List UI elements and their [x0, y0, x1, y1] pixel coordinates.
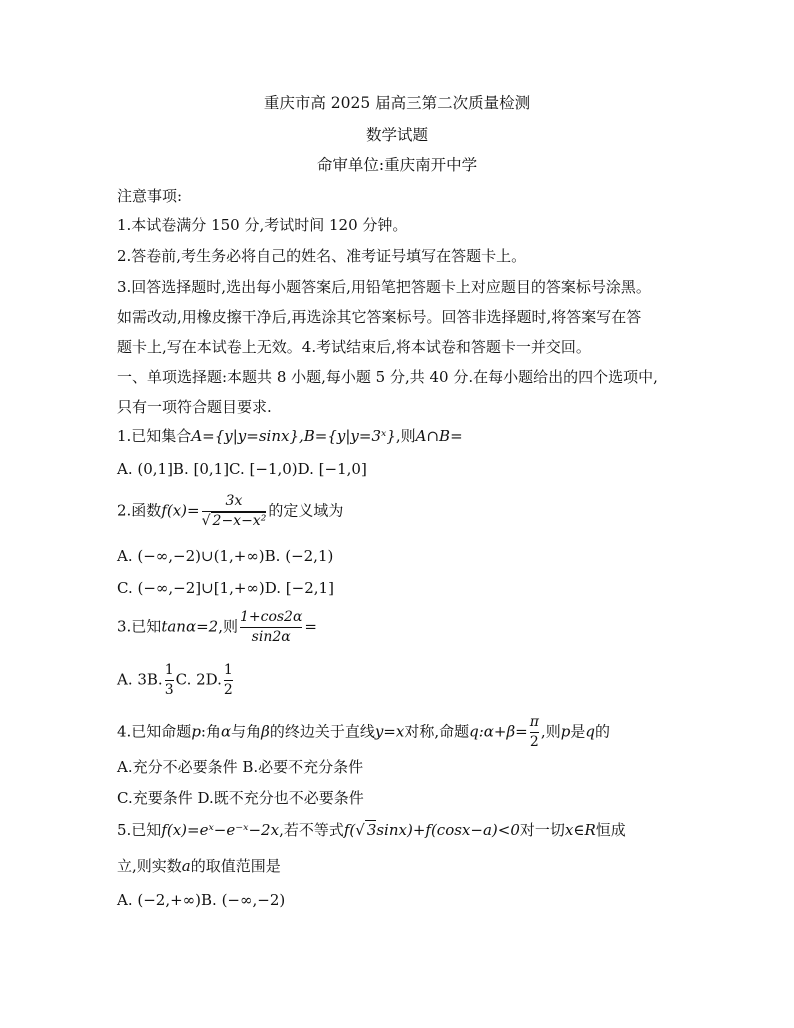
question-2-stem: 2.函数f(x)= $\frac{3x}{\text{√ 2−x−x²}}$ 的定义域为 [117, 493, 344, 529]
notice-heading: 注意事项: [117, 187, 183, 205]
question-5-stem-cont: 立,则实数a的取值范围是 [117, 857, 281, 875]
question-4-stem: 4.已知命题p:角α与角β的终边关于直线y=x对称,命题q:α+β= $\frac{\pi}{2}$ ,则p是q的 [117, 714, 610, 750]
exam-subject: 数学试题 [365, 126, 428, 144]
question-1-stem: 1.已知集合A={y|y=sinx},B={y|y=3ˣ},则A∩B= [117, 427, 463, 445]
question-2-options-2: C. (−∞,−2]∪[1,+∞)D. [−2,1] [117, 579, 334, 597]
question-3-options: A. 3B. $\frac{1}{3}$ C. 2D. $\frac{1}{2}$ [117, 662, 233, 698]
notice-item-2: 2.答卷前,考生务必将自己的姓名、准考证号填写在答题卡上。 [117, 247, 527, 265]
section-heading-cont: 只有一项符合题目要求. [117, 398, 272, 416]
notice-item-3-cont: 如需改动,用橡皮擦干净后,再选涂其它答案标号。回答非选择题时,将答案写在答 [117, 308, 642, 326]
exam-unit: 命审单位:重庆南开中学 [316, 156, 478, 174]
question-3-fraction: $\frac{1+\cos 2\alpha}{\sin 2\alpha}$ [239, 609, 303, 645]
notice-item-1: 1.本试卷满分 150 分,考试时间 120 分钟。 [117, 216, 408, 234]
question-5-stem: 5.已知f(x)=eˣ−e⁻ˣ−2x,若不等式f(√ 3sinx)+f(cosx−a)<0对一切x∈R恒成 [117, 821, 626, 839]
exam-title: 重庆市高 2025 届高三第二次质量检测 [263, 94, 531, 112]
section-heading: 一、单项选择题:本题共 8 小题,每小题 5 分,共 40 分.在每小题给出的四个选项中, [117, 368, 658, 386]
question-2-fraction: $\frac{3x}{\text{√ 2−x−x²}}$ [201, 493, 267, 529]
question-1-options: A. (0,1]B. [0,1]C. [−1,0)D. [−1,0] [117, 460, 367, 478]
question-5-options: A. (−2,+∞)B. (−∞,−2) [117, 891, 286, 909]
question-4-options-1: A.充分不必要条件 B.必要不充分条件 [117, 758, 364, 776]
notice-item-3: 3.回答选择题时,选出每小题答案后,用铅笔把答题卡上对应题目的答案标号涂黑。 [117, 278, 651, 296]
notice-item-3-end: 题卡上,写在本试卷上无效。4.考试结束后,将本试卷和答题卡一并交回。 [117, 338, 591, 356]
question-2-options-1: A. (−∞,−2)∪(1,+∞)B. (−2,1) [117, 547, 334, 565]
question-3-stem: 3.已知tanα=2,则 $\frac{1+\cos 2\alpha}{\sin 2\alpha}$ = [117, 609, 317, 645]
question-4-options-2: C.充要条件 D.既不充分也不必要条件 [117, 789, 364, 807]
